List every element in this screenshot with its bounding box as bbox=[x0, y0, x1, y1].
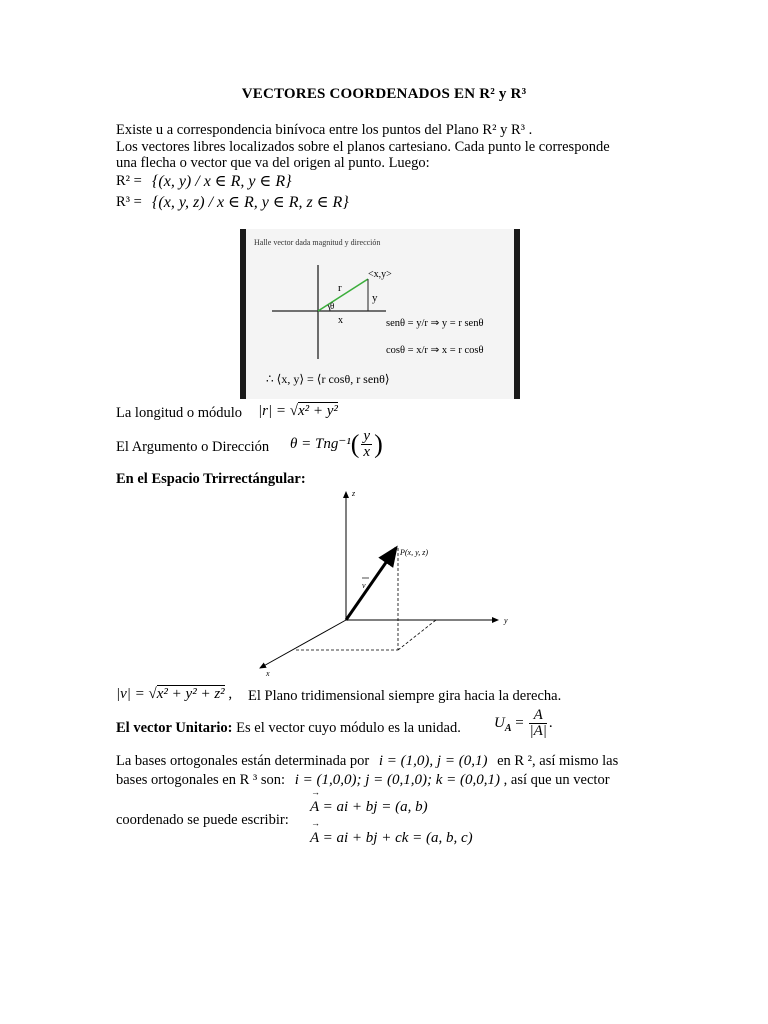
projection-y-line bbox=[398, 620, 436, 650]
photo-label-theta: θ bbox=[330, 301, 335, 311]
point-p-label: P(x, y, z) bbox=[400, 548, 428, 557]
bases-line-1-text: La bases ortogonales están determinada por bbox=[116, 753, 370, 769]
modulo-3d-formula bbox=[116, 686, 232, 703]
unitario-numerator: A bbox=[529, 708, 546, 724]
unitario-period: . bbox=[548, 714, 553, 731]
axis-label-x: x bbox=[266, 669, 270, 678]
argumento-numerator: y bbox=[363, 428, 371, 444]
bases-line-1-tail: en R ², así mismo las bbox=[497, 753, 619, 769]
sqrt-icon: √ bbox=[289, 403, 298, 419]
vector-v-label: v bbox=[362, 581, 366, 590]
photo-label-x: x bbox=[338, 315, 343, 326]
whiteboard-drawing bbox=[246, 229, 514, 399]
plano-rotation-note: El Plano tridimensional siempre gira hacia la derecha. bbox=[248, 688, 562, 704]
modulo-3d-left: |v| = bbox=[116, 686, 145, 702]
x-axis bbox=[260, 620, 346, 668]
argumento-fraction bbox=[361, 429, 372, 460]
paren-open-icon: ( bbox=[350, 429, 360, 459]
r3-label: R³ = bbox=[116, 194, 142, 210]
r3-set-formula: {(x, y, z) / x ∈ R, y ∈ R, z ∈ R} bbox=[152, 194, 349, 211]
unitario-denominator: |A| bbox=[529, 723, 547, 739]
bases-line-1 bbox=[116, 753, 618, 770]
whiteboard-photo bbox=[240, 229, 520, 399]
unitario-eq: = bbox=[515, 714, 524, 731]
bases-line-3-text: coordenado se puede escribir: bbox=[116, 812, 289, 828]
argumento-formula bbox=[290, 429, 383, 460]
argumento-denominator: x bbox=[363, 444, 371, 460]
bases-line-2 bbox=[116, 772, 610, 789]
r2-label: R² = bbox=[116, 173, 142, 189]
photo-equation-sen: senθ = y/r ⇒ y = r senθ bbox=[386, 318, 484, 329]
argumento-label: El Argumento o Dirección bbox=[116, 439, 270, 455]
photo-header: Halle vector dada magnitud y dirección bbox=[254, 238, 381, 247]
sqrt-3d-icon: √ bbox=[148, 686, 157, 702]
bases-line-2-text: bases ortogonales en R ³ son: bbox=[116, 772, 286, 788]
unitario-sentence bbox=[116, 720, 461, 737]
intro-line-1: Existe u a correspondencia binívoca entre los puntos del Plano R² y R³ . bbox=[116, 122, 533, 138]
vector-a-2d-formula: A = ai + bj = (a, b) bbox=[310, 799, 428, 815]
modulo-radicand: x² + y² bbox=[297, 403, 338, 419]
vector-a-3d-formula: A = ai + bj + ck = (a, b, c) bbox=[310, 830, 473, 846]
unitario-sub: A bbox=[504, 722, 512, 734]
modulo-3d-comma: , bbox=[228, 686, 233, 702]
argumento-formula-left: θ = Tng⁻¹ bbox=[290, 435, 351, 452]
photo-vector-line bbox=[318, 279, 368, 311]
photo-label-xy: <x,y> bbox=[368, 269, 392, 280]
bases-line-1-formula: i = (1,0), j = (0,1) bbox=[378, 753, 488, 769]
axis-label-z: z bbox=[352, 489, 356, 498]
axis-label-y: y bbox=[504, 616, 508, 625]
modulo-3d-radicand: x² + y² + z² bbox=[156, 686, 225, 702]
unitario-formula bbox=[494, 708, 553, 739]
photo-equation-cos: cosθ = x/r ⇒ x = r cosθ bbox=[386, 345, 484, 356]
bases-line-2-tail: , así que un vector bbox=[503, 772, 610, 788]
bases-line-2-formula: i = (1,0,0); j = (0,1,0); k = (0,0,1) bbox=[294, 772, 501, 788]
unitario-fraction bbox=[529, 708, 546, 739]
whiteboard-surface bbox=[246, 229, 514, 399]
photo-label-y: y bbox=[372, 292, 378, 304]
unitario-label: El vector Unitario: bbox=[116, 720, 233, 736]
espacio-heading: En el Espacio Trirrectángular: bbox=[116, 471, 306, 487]
unitario-text: Es el vector cuyo módulo es la unidad. bbox=[236, 720, 461, 736]
arrow-a-2d-icon: → bbox=[311, 787, 320, 797]
unitario-u: U bbox=[494, 714, 505, 731]
intro-line-2: Los vectores libres localizados sobre el planos cartesiano. Cada punto le corresponde bbox=[116, 139, 610, 155]
photo-equation-result: ∴ ⟨x, y⟩ = ⟨r cosθ, r senθ⟩ bbox=[266, 372, 390, 386]
r2-set-formula: {(x, y) / x ∈ R, y ∈ R} bbox=[152, 173, 292, 190]
arrow-a-3d-icon: → bbox=[311, 818, 320, 828]
photo-label-r: r bbox=[338, 282, 342, 294]
intro-line-3: una flecha o vector que va del origen al punto. Luego: bbox=[116, 155, 430, 171]
vector-v-arrow bbox=[346, 548, 396, 620]
paren-close-icon: ) bbox=[374, 429, 383, 459]
modulo-formula-left: |r| = bbox=[258, 403, 286, 419]
3d-axes-diagram bbox=[250, 486, 530, 678]
modulo-formula bbox=[258, 403, 338, 420]
modulo-label: La longitud o módulo bbox=[116, 405, 243, 421]
document-title: VECTORES COORDENADOS EN R² y R³ bbox=[241, 86, 527, 102]
